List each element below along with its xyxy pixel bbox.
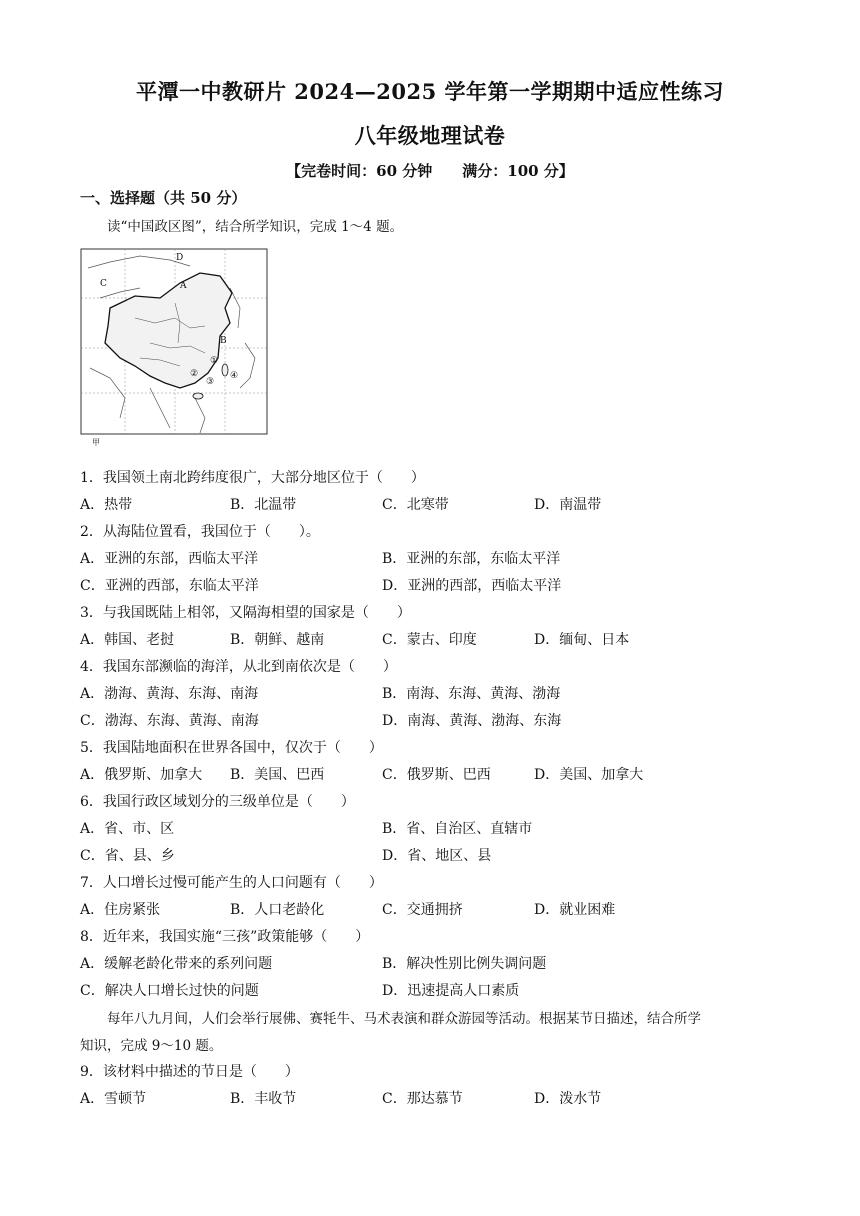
- question-7-stem: 7．人口增长过慢可能产生的人口问题有（ ）: [80, 875, 383, 891]
- exam-subtitle: 八年级地理试卷: [354, 123, 506, 148]
- map-label-jia: 甲: [92, 438, 100, 447]
- map-label-1: ①: [210, 356, 219, 366]
- q7-option-c[interactable]: C．交通拥挤: [382, 902, 463, 918]
- q6-option-d[interactable]: D．省、地区、县: [382, 848, 492, 864]
- q9-option-a[interactable]: A．雪顿节: [80, 1091, 147, 1107]
- q5-option-d[interactable]: D．美国、加拿大: [534, 767, 644, 783]
- map-label-d: D: [176, 253, 184, 263]
- q5-option-c[interactable]: C．俄罗斯、巴西: [382, 767, 491, 783]
- q3-option-d[interactable]: D．缅甸、日本: [534, 632, 630, 648]
- q2-option-a[interactable]: A．亚洲的东部，西临太平洋: [80, 551, 259, 567]
- exam-title: 平潭一中教研片 2024—2025 学年第一学期期中适应性练习: [135, 79, 724, 104]
- q8-option-c[interactable]: C．解决人口增长过快的问题: [80, 983, 259, 999]
- q2-option-d[interactable]: D．亚洲的西部，西临太平洋: [382, 578, 562, 594]
- question-6-stem: 6．我国行政区域划分的三级单位是（ ）: [80, 794, 355, 810]
- q4-option-b[interactable]: B．南海、东海、黄海、渤海: [382, 686, 561, 702]
- china-political-map: [80, 248, 268, 448]
- map-label-b: B: [220, 336, 227, 346]
- map-label-4: ④: [230, 371, 239, 381]
- section-title: 一、选择题（共 50 分）: [80, 189, 247, 207]
- q8-option-b[interactable]: B．解决性别比例失调问题: [382, 956, 547, 972]
- question-1-stem: 1．我国领土南北跨纬度很广，大部分地区位于（ ）: [80, 470, 425, 486]
- q3-option-c[interactable]: C．蒙古、印度: [382, 632, 477, 648]
- q5-option-a[interactable]: A．俄罗斯、加拿大: [80, 767, 203, 783]
- q9-option-b[interactable]: B．丰收节: [230, 1091, 297, 1107]
- passage-line-1: 每年八九月间，人们会举行展佛、赛牦牛、马术表演和群众游园等活动。根据某节日描述，结合所学: [107, 1011, 701, 1027]
- section-intro: 读“中国政区图”，结合所学知识，完成 1～4 题。: [107, 219, 404, 235]
- q2-option-b[interactable]: B．亚洲的东部，东临太平洋: [382, 551, 561, 567]
- passage-line-2: 知识，完成 9～10 题。: [80, 1038, 223, 1054]
- q8-option-a[interactable]: A．缓解老龄化带来的系列问题: [80, 956, 273, 972]
- question-8-stem: 8．近年来，我国实施“三孩”政策能够（ ）: [80, 929, 370, 945]
- map-label-2: ②: [190, 369, 199, 379]
- question-9-stem: 9．该材料中描述的节日是（ ）: [80, 1064, 299, 1080]
- q7-option-a[interactable]: A．住房紧张: [80, 902, 161, 918]
- q1-option-c[interactable]: C．北寒带: [382, 497, 449, 513]
- q4-option-d[interactable]: D．南海、黄海、渤海、东海: [382, 713, 562, 729]
- q1-option-d[interactable]: D．南温带: [534, 497, 602, 513]
- q4-option-a[interactable]: A．渤海、黄海、东海、南海: [80, 686, 259, 702]
- question-5-stem: 5．我国陆地面积在世界各国中，仅次于（ ）: [80, 740, 383, 756]
- q4-option-c[interactable]: C．渤海、东海、黄海、南海: [80, 713, 259, 729]
- map-label-c: C: [100, 279, 107, 289]
- q3-option-a[interactable]: A．韩国、老挝: [80, 632, 175, 648]
- q8-option-d[interactable]: D．迅速提高人口素质: [382, 983, 520, 999]
- q3-option-b[interactable]: B．朝鲜、越南: [230, 632, 325, 648]
- q6-option-b[interactable]: B．省、自治区、直辖市: [382, 821, 533, 837]
- question-3-stem: 3．与我国既陆上相邻，又隔海相望的国家是（ ）: [80, 605, 411, 621]
- question-2-stem: 2．从海陆位置看，我国位于（ ）。: [80, 524, 320, 540]
- question-4-stem: 4．我国东部濒临的海洋，从北到南依次是（ ）: [80, 659, 397, 675]
- q9-option-c[interactable]: C．那达慕节: [382, 1091, 463, 1107]
- exam-info: 【完卷时间：60 分钟 满分：100 分】: [286, 162, 574, 180]
- map-label-a: A: [180, 281, 187, 291]
- q6-option-c[interactable]: C．省、县、乡: [80, 848, 175, 864]
- q2-option-c[interactable]: C．亚洲的西部，东临太平洋: [80, 578, 259, 594]
- map-label-3: ③: [206, 377, 215, 387]
- q1-option-b[interactable]: B．北温带: [230, 497, 297, 513]
- q5-option-b[interactable]: B．美国、巴西: [230, 767, 325, 783]
- q7-option-b[interactable]: B．人口老龄化: [230, 902, 325, 918]
- q1-option-a[interactable]: A．热带: [80, 497, 133, 513]
- q7-option-d[interactable]: D．就业困难: [534, 902, 616, 918]
- q6-option-a[interactable]: A．省、市、区: [80, 821, 175, 837]
- q9-option-d[interactable]: D．泼水节: [534, 1091, 602, 1107]
